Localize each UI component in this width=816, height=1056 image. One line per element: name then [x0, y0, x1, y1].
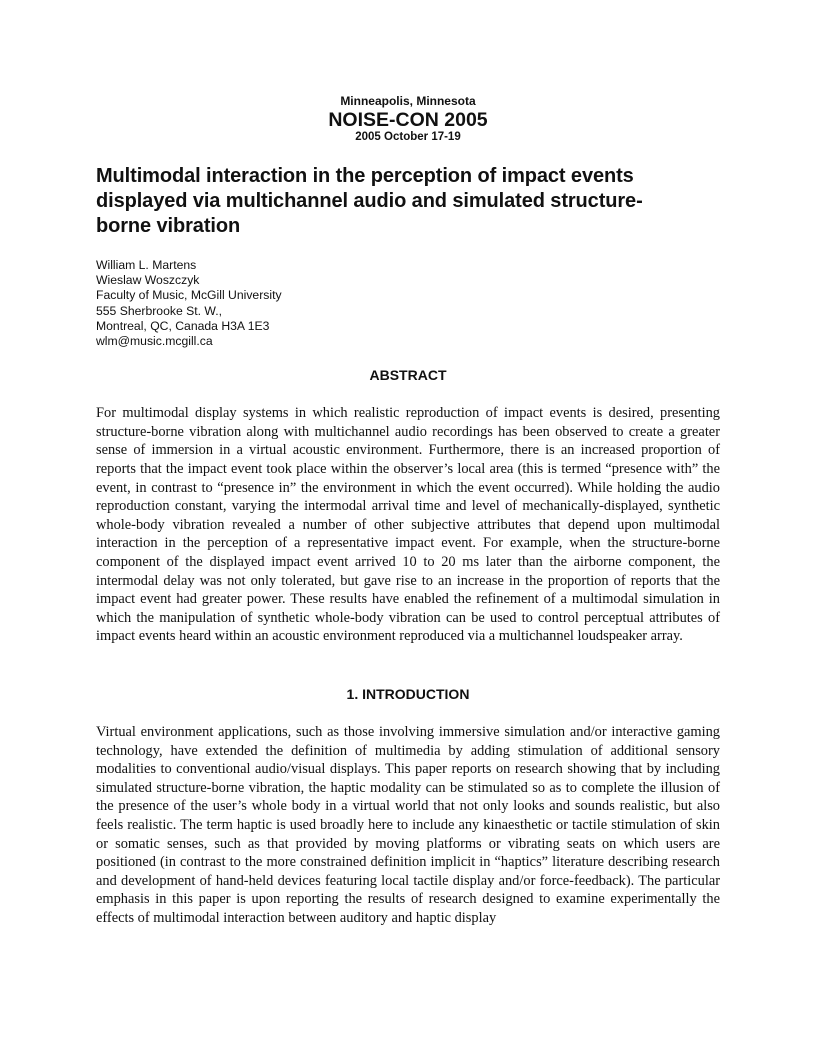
author-name: William L. Martens	[96, 258, 197, 272]
conference-name: NOISE-CON 2005	[328, 109, 488, 131]
paper-title-line: borne vibration	[96, 215, 241, 237]
paper-title-line: displayed via multichannel audio and simulated structure-	[96, 190, 643, 212]
author-address: Montreal, QC, Canada H3A 1E3	[96, 318, 270, 333]
introduction-body	[96, 723, 720, 928]
paper-title-line: Multimodal interaction in the perception of impact events	[96, 165, 634, 187]
author-address: 555 Sherbrooke St. W.,	[96, 303, 223, 318]
author-email: wlm@music.mcgill.ca	[96, 334, 213, 349]
paper-page	[96, 94, 720, 927]
conference-header	[96, 94, 720, 144]
abstract-paragraph: For multimodal display systems in which realistic reproduction of impact events is desired, presenting structure-borne vibration along with multichannel audio recordings has been observed to create a greater sense of immersion in a virtual acoustic environment. Furthermore, there is an increased proportion of reports that the impact event took place within the observer’s local area (this is termed “presence with” the event, in contrast to “presence in” the environment in which the event occurred). While holding the audio reproduction constant, varying the intermodal arrival time and level of mechanically-displayed, synthetic whole-body vibration revealed a number of other subjective attributes that depend upon multimodal interaction in the perception of a representative impact event. For example, when the structure-borne component of the displayed impact event arrived 10 to 20 ms later than the airborne component, the intermodal delay was not only tolerated, but gave rise to an increase in the proportion of reports that the impact event had greater power. These results have enabled the refinement of a multimodal simulation in which the manipulation of synthetic whole-body vibration can be used to control perceptual attributes of impact events heard within an acoustic environment reproduced via a multichannel loudspeaker array.	[96, 405, 720, 645]
conference-dates: 2005 October 17-19	[355, 131, 461, 143]
author-affiliation: Faculty of Music, McGill University	[96, 288, 282, 303]
paper-title	[96, 164, 720, 239]
introduction-heading: 1. INTRODUCTION	[346, 685, 470, 702]
abstract-body	[96, 404, 720, 646]
introduction-paragraph: Virtual environment applications, such as those involving immersive simulation and/or interactive gaming technology, have extended the definition of multimedia by adding stimulation of additional sensory modalities to conventional audio/visual displays. This paper reports on research showing that by including simulated structure-borne vibration, the haptic modality can be stimulated so as to complete the illusion of the presence of the user’s whole body in a virtual world that not only looks and sounds realistic, but also feels realistic. The term haptic is used broadly here to include any kinaesthetic or tactile stimulation of skin or somatic senses, such as that provided by moving platforms or vibrating seats on which users are positioned (in contrast to the more constrained definition implicit in “haptics” literature describing research and development of hand-held devices featuring local tactile display and/or force-feedback). The particular emphasis in this paper is upon reporting the results of research designed to examine experimentally the effects of multimodal interaction between auditory and haptic display	[96, 723, 720, 926]
abstract-heading: ABSTRACT	[369, 367, 447, 384]
author-block	[96, 258, 720, 349]
conference-location: Minneapolis, Minnesota	[340, 94, 476, 108]
author-name: Wieslaw Woszczyk	[96, 273, 200, 288]
